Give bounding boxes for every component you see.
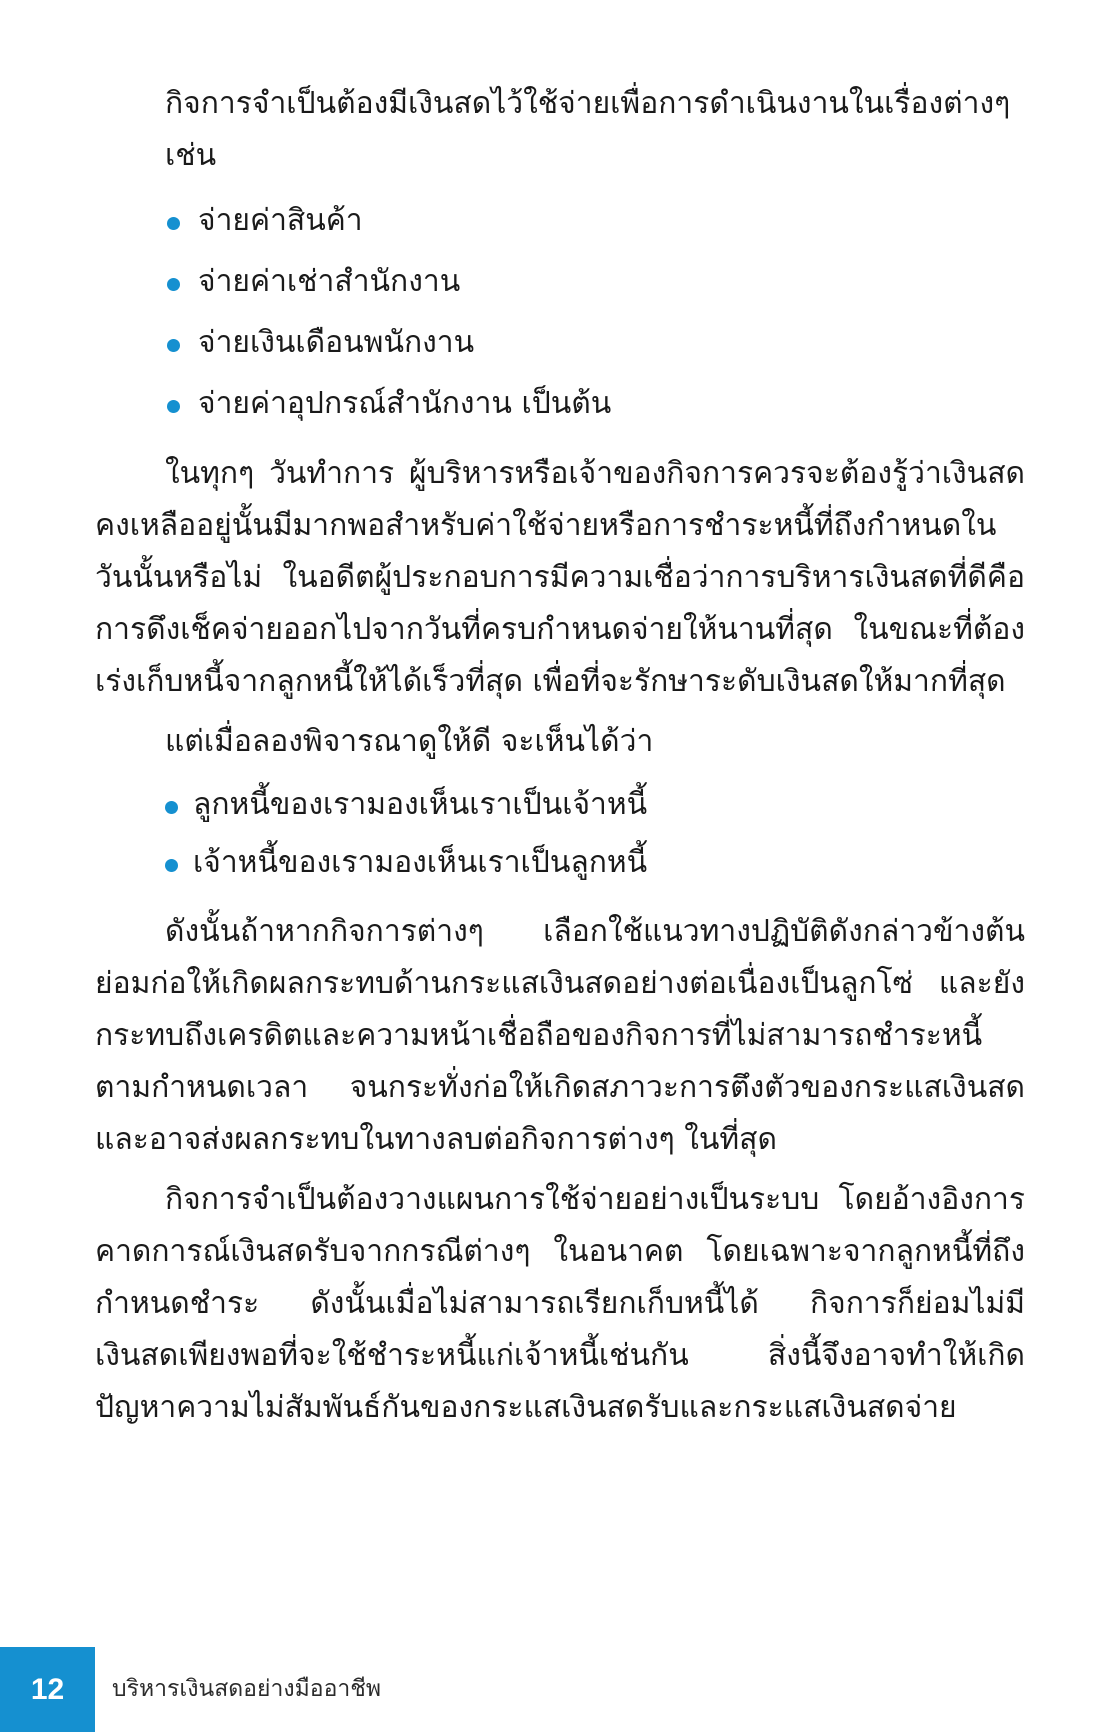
list-item-text: จ่ายค่าอุปกรณ์สำนักงาน เป็นต้น [198, 386, 612, 421]
body-paragraph-2: ดังนั้นถ้าหากกิจการต่างๆ เลือกใช้แนวทางปฏิบัติดังกล่าวข้างต้นย่อมก่อให้เกิดผลกระทบด้านกระแสเงินสดอย่างต่อเนื่องเป็นลูกโซ่ และยังกระทบถึงเครดิตและความหน้าเชื่อถือของกิจการที่ไม่สามารถชำระหนี้ตามกำหนดเวลา จนกระทั่งก่อให้เกิดสภาวะการตึงตัวของกระแสเงินสด และอาจส่งผลกระทบในทางลบต่อกิจการต่างๆ ในที่สุด [95, 914, 1025, 1157]
page-number: 12 [0, 1647, 95, 1732]
list-item [95, 190, 1025, 251]
perspective-list [95, 776, 1025, 892]
list-item-text: จ่ายค่าสินค้า [198, 203, 363, 238]
list-item-text: จ่ายเงินเดือนพนักงาน [198, 325, 475, 360]
body-paragraph-1: ในทุกๆ วันทำการ ผู้บริหารหรือเจ้าของกิจการควรจะต้องรู้ว่าเงินสดคงเหลืออยู่นั้นมีมากพอสำหรับค่าใช้จ่ายหรือการชำระหนี้ที่ถึงกำหนดในวันนั้นหรือไม่ ในอดีตผู้ประกอบการมีความเชื่อว่าการบริหารเงินสดที่ดีคือการดึงเช็คจ่ายออกไปจากวันที่ครบกำหนดจ่ายให้นานที่สุด ในขณะที่ต้องเร่งเก็บหนี้จากลูกหนี้ให้ได้เร็วที่สุด เพื่อที่จะรักษาระดับเงินสดให้มากที่สุด [95, 456, 1025, 699]
list-item [95, 776, 1025, 834]
consider-lead: แต่เมื่อลองพิจารณาดูให้ดี จะเห็นได้ว่า [165, 724, 654, 759]
bullet-icon [165, 859, 178, 872]
bullet-icon [167, 278, 180, 291]
list-item [95, 373, 1025, 434]
page-content [95, 78, 1025, 1434]
list-item [95, 312, 1025, 373]
bullet-icon [167, 339, 180, 352]
list-item [95, 251, 1025, 312]
list-item [95, 834, 1025, 892]
bullet-icon [167, 400, 180, 413]
page-footer [0, 1647, 1102, 1732]
bullet-icon [167, 217, 180, 230]
expense-list [95, 190, 1025, 434]
list-item-text: จ่ายค่าเช่าสำนักงาน [198, 264, 461, 299]
intro-paragraph: กิจการจำเป็นต้องมีเงินสดไว้ใช้จ่ายเพื่อการดำเนินงานในเรื่องต่างๆ เช่น [165, 86, 1011, 173]
book-title: บริหารเงินสดอย่างมืออาชีพ [112, 1676, 382, 1702]
bullet-icon [165, 801, 178, 814]
list-item-text: เจ้าหนี้ของเรามองเห็นเราเป็นลูกหนี้ [193, 845, 648, 880]
list-item-text: ลูกหนี้ของเรามองเห็นเราเป็นเจ้าหนี้ [193, 787, 648, 822]
body-paragraph-3: กิจการจำเป็นต้องวางแผนการใช้จ่ายอย่างเป็นระบบ โดยอ้างอิงการคาดการณ์เงินสดรับจากกรณีต่างๆ ในอนาคต โดยเฉพาะจากลูกหนี้ที่ถึงกำหนดชำระ ดังนั้นเมื่อไม่สามารถเรียกเก็บหนี้ได้ กิจการก็ย่อมไม่มีเงินสดเพียงพอที่จะใช้ชำระหนี้แก่เจ้าหนี้เช่นกัน สิ่งนี้จึงอาจทำให้เกิดปัญหาความไม่สัมพันธ์กันของกระแสเงินสดรับและกระแสเงินสดจ่าย [95, 1182, 1025, 1425]
